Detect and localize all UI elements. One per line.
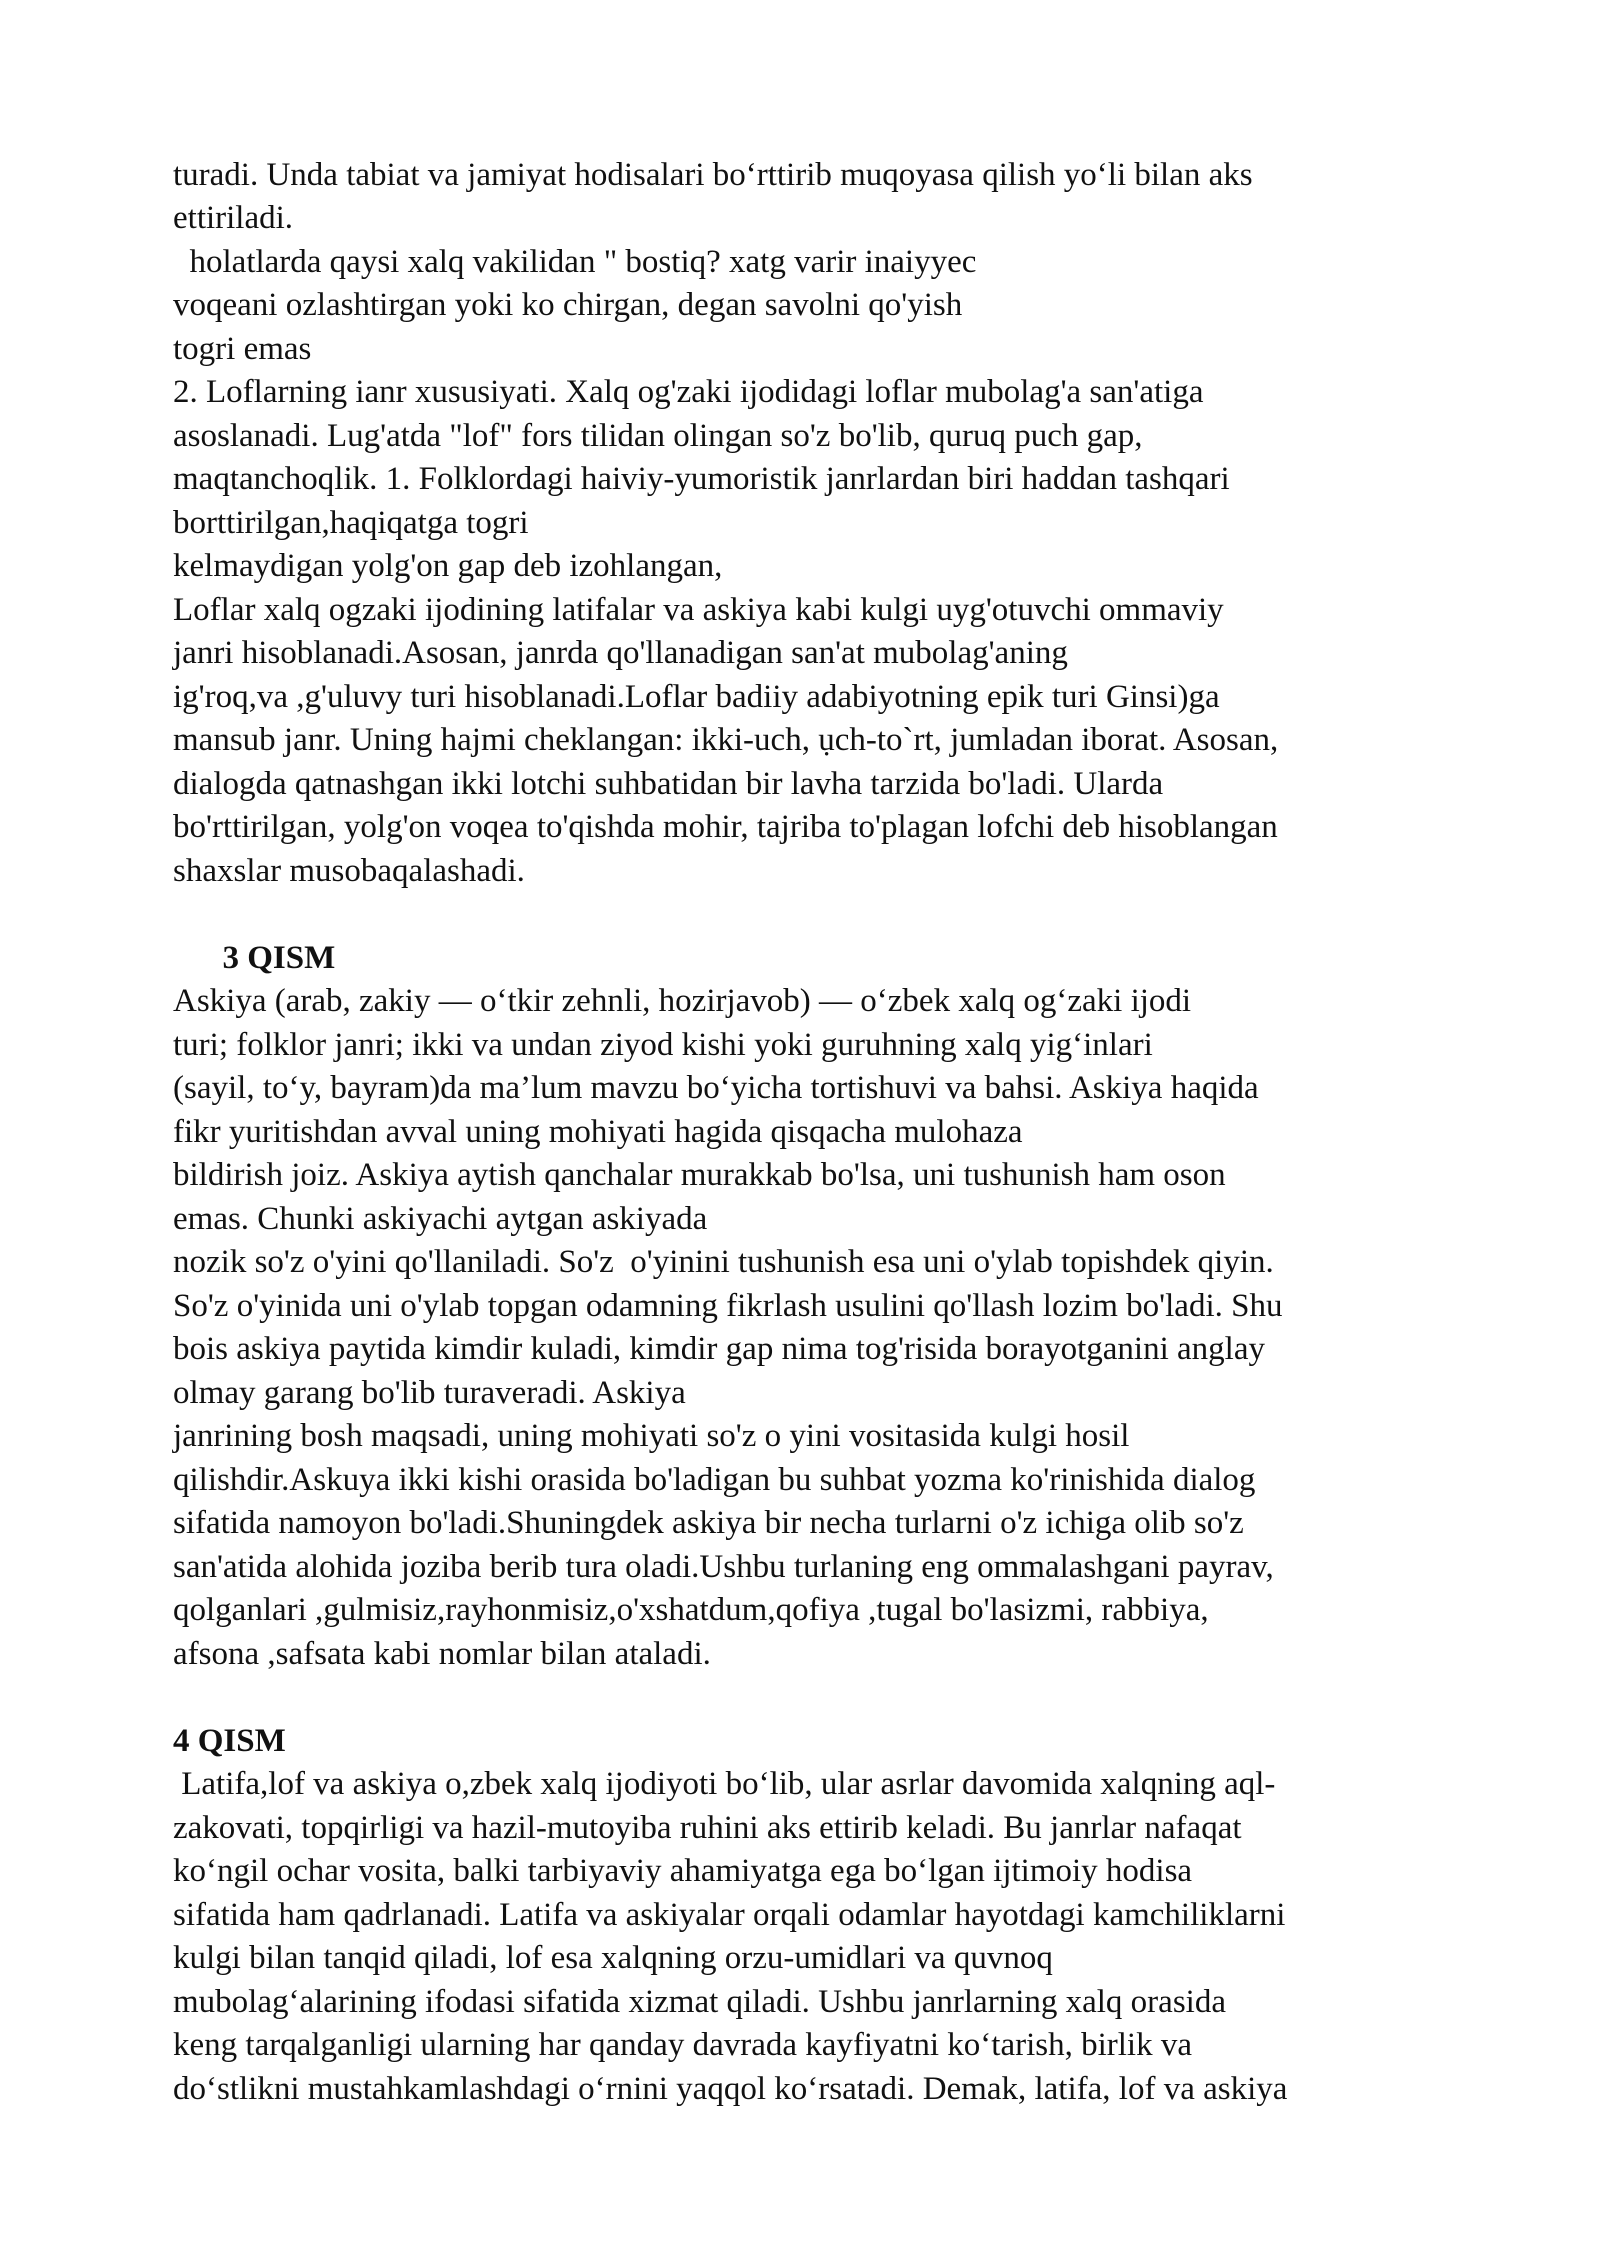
paragraph-line: (sayil, to‘y, bayram)da ma’lum mavzu bo‘yicha tortishuvi va bahsi. Askiya haqida — [173, 1070, 1259, 1106]
paragraph-line: turadi. Unda tabiat va jamiyat hodisalari bo‘rttirib muqoyasa qilish yo‘li bilan aks — [173, 157, 1253, 193]
paragraph-line: do‘stlikni mustahkamlashdagi o‘rnini yaqqol ko‘rsatadi. Demak, latifa, lof va askiya — [173, 2071, 1288, 2107]
paragraph-line: nozik so'z o'yini qo'llaniladi. So'z o'yinini tushunish esa uni o'ylab topishdek qiyin. — [173, 1244, 1274, 1280]
paragraph-line: voqeani ozlashtirgan yoki ko chirgan, degan savolni qo'yish — [173, 287, 963, 323]
paragraph-line: asoslanadi. Lug'atda "lof" fors tilidan olingan so'z bo'lib, quruq puch gap, — [173, 418, 1143, 454]
paragraph-line: kelmaydigan yolg'on gap deb izohlangan, — [173, 548, 723, 584]
paragraph-line: turi; folklor janri; ikki va undan ziyod kishi yoki guruhning xalq yig‘inlari — [173, 1027, 1153, 1063]
paragraph-line: fikr yuritishdan avval uning mohiyati hagida qisqacha mulohaza — [173, 1114, 1023, 1150]
paragraph-line: togri emas — [173, 331, 312, 367]
paragraph-line: olmay garang bo'lib turaveradi. Askiya — [173, 1375, 686, 1411]
paragraph-line: ettiriladi. — [173, 200, 294, 236]
paragraph-line: maqtanchoqlik. 1. Folklordagi haiviy-yumoristik janrlardan biri haddan tashqari — [173, 461, 1230, 497]
paragraph-line: 2. Loflarning ianr xususiyati. Xalq og'zaki ijodidagi loflar mubolag'a san'atiga — [173, 374, 1204, 410]
paragraph-line: san'atida alohida joziba berib tura oladi.Ushbu turlaning eng ommalashgani payrav, — [173, 1549, 1274, 1585]
paragraph-line: afsona ,safsata kabi nomlar bilan ataladi. — [173, 1636, 711, 1672]
paragraph-line: So'z o'yinida uni o'ylab topgan odamning fikrlash usulini qo'llash lozim bo'ladi. Shu — [173, 1288, 1283, 1324]
section-heading-4-qism: 4 QISM — [173, 1723, 286, 1759]
paragraph-line: bildirish joiz. Askiya aytish qanchalar murakkab bo'lsa, uni tushunish ham oson — [173, 1157, 1226, 1193]
paragraph-line: emas. Chunki askiyachi aytgan askiyada — [173, 1201, 708, 1237]
paragraph-line: keng tarqalganligi ularning har qanday davrada kayfiyatni ko‘tarish, birlik va — [173, 2027, 1192, 2063]
paragraph-line: bo'rttirilgan, yolg'on voqea to'qishda mohir, tajriba to'plagan lofchi deb hisoblangan — [173, 809, 1278, 845]
paragraph-line: sifatida ham qadrlanadi. Latifa va askiyalar orqali odamlar hayotdagi kamchiliklarni — [173, 1897, 1286, 1933]
paragraph-line: mansub janr. Uning hajmi cheklangan: ikki-uch, ụch-to`rt, jumladan iborat. Asosan, — [173, 722, 1279, 758]
paragraph-line: Loflar xalq ogzaki ijodining latifalar va askiya kabi kulgi uyg'otuvchi ommaviy — [173, 592, 1224, 628]
paragraph-line: dialogda qatnashgan ikki lotchi suhbatidan bir lavha tarzida bo'ladi. Ularda — [173, 766, 1164, 802]
paragraph-line: holatlarda qaysi xalq vakilidan " bostiq? xatg varir inaiyyec — [173, 244, 977, 280]
paragraph-line: shaxslar musobaqalashadi. — [173, 853, 525, 889]
paragraph-line: Askiya (arab, zakiy — o‘tkir zehnli, hozirjavob) — o‘zbek xalq og‘zaki ijodi — [173, 983, 1192, 1019]
paragraph-line: janri hisoblanadi.Asosan, janrda qo'llanadigan san'at mubolag'aning — [173, 635, 1068, 671]
paragraph-line: kulgi bilan tanqid qiladi, lof esa xalqning orzu-umidlari va quvnoq — [173, 1940, 1053, 1976]
paragraph-line: bois askiya paytida kimdir kuladi, kimdir gap nima tog'risida borayotganini anglay — [173, 1331, 1265, 1367]
paragraph-line: Latifa,lof va askiya o,zbek xalq ijodiyoti bo‘lib, ular asrlar davomida xalqning aql- — [173, 1766, 1276, 1802]
paragraph-line: mubolag‘alarining ifodasi sifatida xizmat qiladi. Ushbu janrlarning xalq orasida — [173, 1984, 1226, 2020]
section-heading-3-qism: 3 QISM — [173, 940, 336, 976]
paragraph-line: qolganlari ,gulmisiz,rayhonmisiz,o'xshatdum,qofiya ,tugal bo'lasizmi, rabbiya, — [173, 1592, 1209, 1628]
paragraph-line: borttirilgan,haqiqatga togri — [173, 505, 529, 541]
paragraph-line: qilishdir.Askuya ikki kishi orasida bo'ladigan bu suhbat yozma ko'rinishida dialog — [173, 1462, 1256, 1498]
paragraph-line: zakovati, topqirligi va hazil-mutoyiba ruhini aks ettirib keladi. Bu janrlar nafaqat — [173, 1810, 1242, 1846]
paragraph-line: janrining bosh maqsadi, uning mohiyati so'z o yini vositasida kulgi hosil — [173, 1418, 1130, 1454]
paragraph-line: ig'roq,va ,g'uluvy turi hisoblanadi.Loflar badiiy adabiyotning epik turi Ginsi)ga — [173, 679, 1220, 715]
paragraph-line: sifatida namoyon bo'ladi.Shuningdek askiya bir necha turlarni o'z ichiga olib so'z — [173, 1505, 1244, 1541]
paragraph-line: ko‘ngil ochar vosita, balki tarbiyaviy ahamiyatga ega bo‘lgan ijtimoiy hodisa — [173, 1853, 1193, 1889]
